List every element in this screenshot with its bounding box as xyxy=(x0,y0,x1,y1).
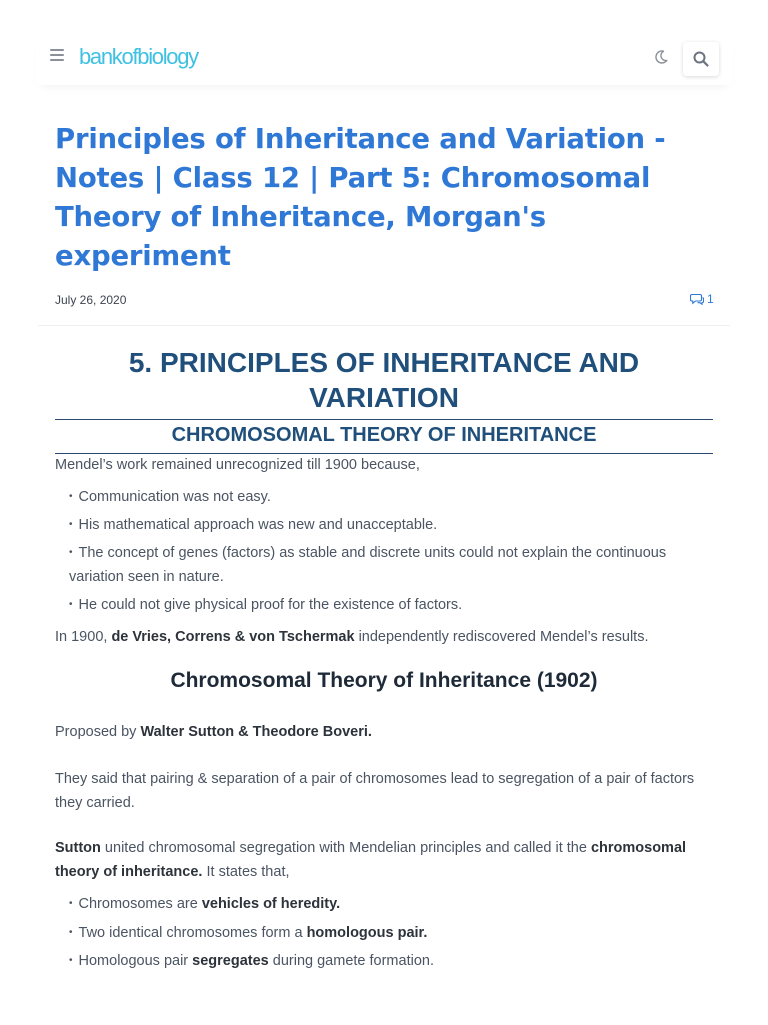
section-subheading: CHROMOSOMAL THEORY OF INHERITANCE xyxy=(171,424,597,446)
sutton-paragraph: Sutton united chromosomal segregation with Mendelian principles and called it the chromosomal theory of inheritance. It states that, xyxy=(55,840,687,880)
comment-icon xyxy=(690,293,704,305)
heading-rule-top xyxy=(55,419,713,420)
list-item: • Chromosomes are vehicles of heredity. xyxy=(69,896,341,912)
chapter-heading: 5. PRINCIPLES OF INHERITANCE AND VARIATION xyxy=(128,347,640,413)
list-item: • He could not give physical proof for the existence of factors. xyxy=(69,597,463,613)
proposed-paragraph: Proposed by Walter Sutton & Theodore Boveri. xyxy=(55,724,372,740)
list-item: • Homologous pair segregates during gamete formation. xyxy=(69,953,434,969)
site-logo[interactable]: bankofbiology xyxy=(79,44,198,69)
list-item: • His mathematical approach was new and unacceptable. xyxy=(69,517,438,533)
intro-paragraph: Mendel’s work remained unrecognized till 1900 because, xyxy=(55,457,420,473)
search-button[interactable] xyxy=(683,42,719,76)
search-icon xyxy=(693,51,709,67)
comments-count: 1 xyxy=(707,292,714,306)
section-heading: Chromosomal Theory of Inheritance (1902) xyxy=(170,669,598,692)
rediscovery-paragraph: In 1900, de Vries, Correns & von Tschermak independently rediscovered Mendel’s results. xyxy=(55,629,649,645)
hamburger-menu-icon[interactable] xyxy=(50,49,66,65)
pairing-paragraph: They said that pairing & separation of a pair of chromosomes lead to segregation of a pair of factors they carried. xyxy=(55,771,695,811)
comments-link[interactable] xyxy=(690,292,714,306)
post-title: Principles of Inheritance and Variation - Notes | Class 12 | Part 5: Chromosomal Theory of Inheritance, Morgan's experiment xyxy=(55,123,666,272)
moon-icon[interactable] xyxy=(653,49,671,67)
list-item: • Two identical chromosomes form a homologous pair. xyxy=(69,925,428,941)
site-header xyxy=(36,33,732,85)
post-date: July 26, 2020 xyxy=(55,293,127,307)
list-item: • The concept of genes (factors) as stable and discrete units could not explain the continuous variation seen in nature. xyxy=(69,545,667,585)
list-item: • Communication was not easy. xyxy=(69,489,271,505)
